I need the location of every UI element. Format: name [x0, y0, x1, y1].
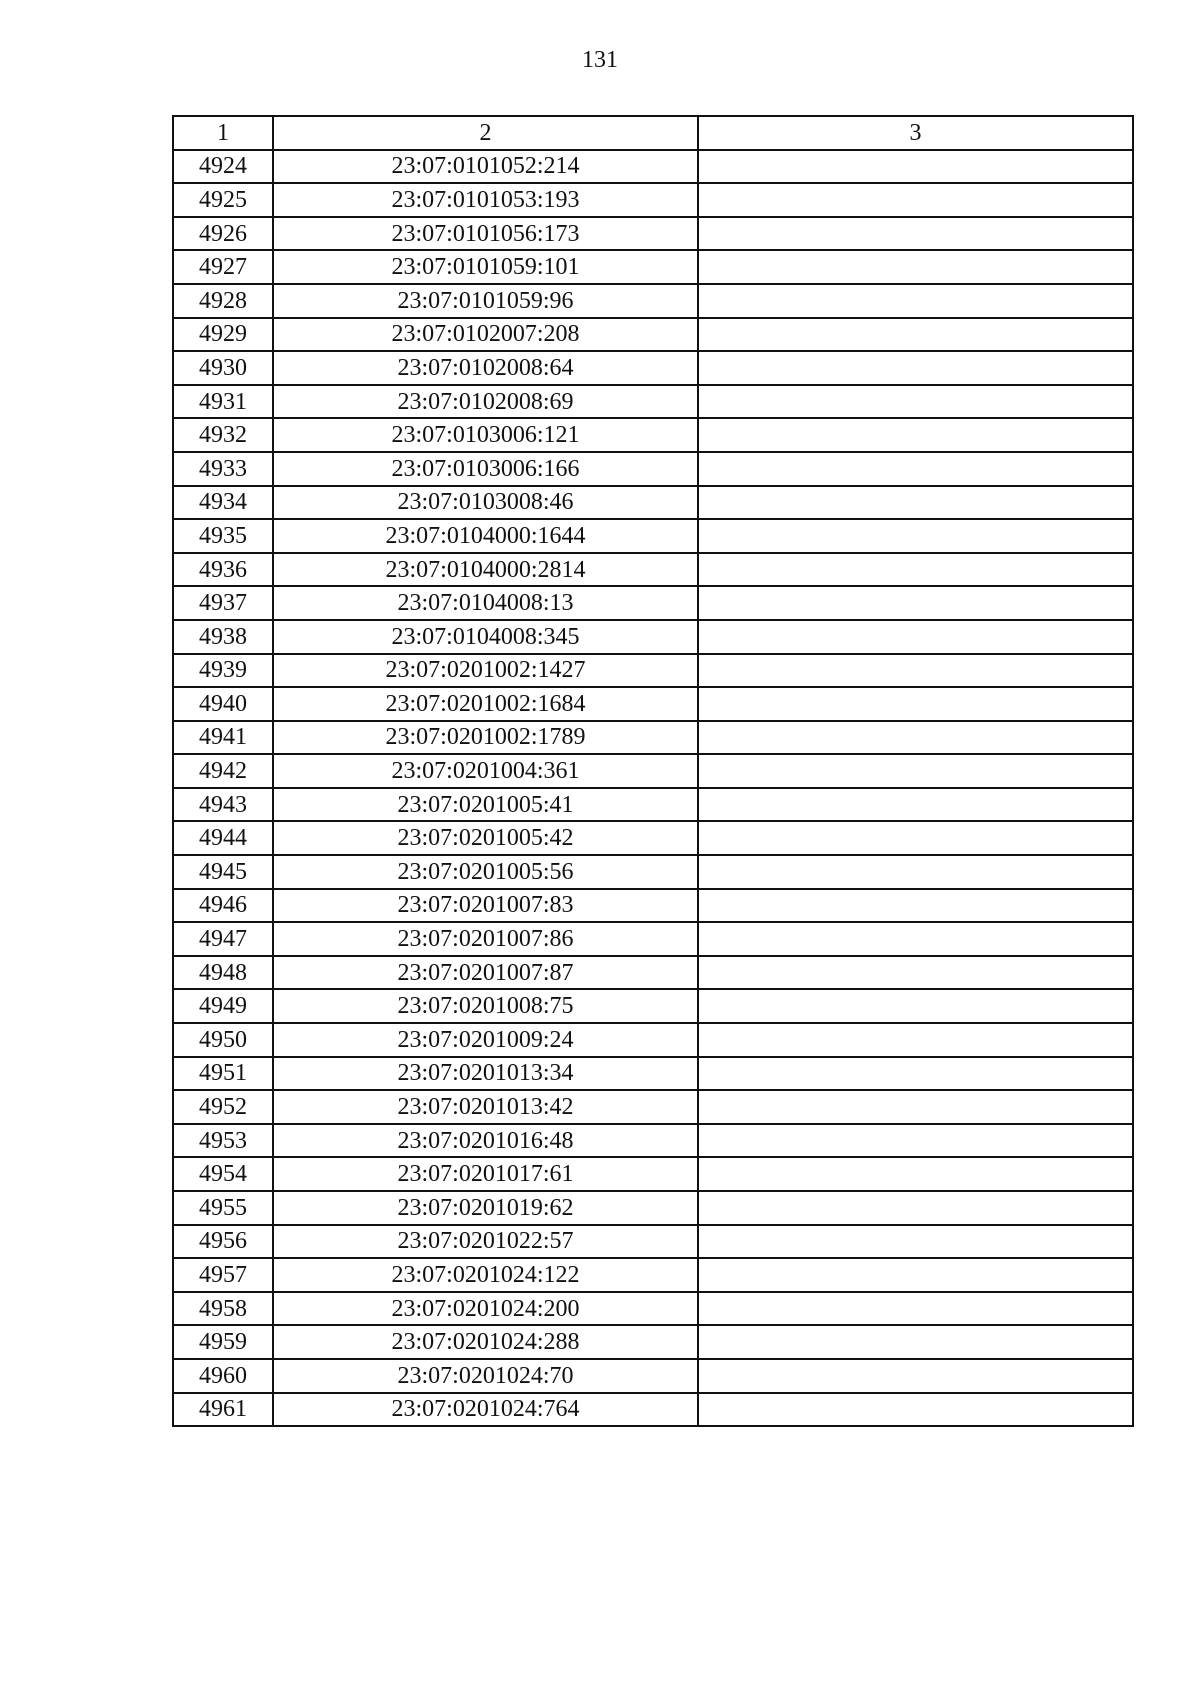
note-cell [698, 989, 1133, 1023]
table-row [173, 1023, 1133, 1057]
table-row [173, 183, 1133, 217]
table-row [173, 351, 1133, 385]
table-row [173, 721, 1133, 755]
cadastral-number-cell: 23:07:0201002:1427 [273, 654, 698, 688]
cadastral-number-cell: 23:07:0201017:61 [273, 1157, 698, 1191]
row-number-cell: 4936 [173, 553, 273, 587]
table-row [173, 418, 1133, 452]
cadastral-number-cell: 23:07:0201009:24 [273, 1023, 698, 1057]
cadastral-number-cell: 23:07:0104008:345 [273, 620, 698, 654]
cadastral-number-cell: 23:07:0201024:288 [273, 1325, 698, 1359]
row-number-cell: 4940 [173, 687, 273, 721]
row-number-cell: 4926 [173, 217, 273, 251]
table-row [173, 519, 1133, 553]
note-cell [698, 486, 1133, 520]
note-cell [698, 452, 1133, 486]
row-number-cell: 4938 [173, 620, 273, 654]
cadastral-number-cell: 23:07:0201008:75 [273, 989, 698, 1023]
note-cell [698, 418, 1133, 452]
table-row [173, 956, 1133, 990]
table-row [173, 687, 1133, 721]
note-cell [698, 1023, 1133, 1057]
note-cell [698, 519, 1133, 553]
row-number-cell: 4932 [173, 418, 273, 452]
table-row [173, 486, 1133, 520]
cadastral-number-cell: 23:07:0201024:70 [273, 1359, 698, 1393]
note-cell [698, 385, 1133, 419]
cadastral-number-cell: 23:07:0201007:87 [273, 956, 698, 990]
note-cell [698, 1191, 1133, 1225]
row-number-cell: 4931 [173, 385, 273, 419]
cadastral-number-cell: 23:07:0101059:101 [273, 250, 698, 284]
row-number-cell: 4955 [173, 1191, 273, 1225]
table-row [173, 1393, 1133, 1427]
table-row [173, 620, 1133, 654]
row-number-cell: 4934 [173, 486, 273, 520]
cadastral-number-cell: 23:07:0101052:214 [273, 150, 698, 184]
note-cell [698, 821, 1133, 855]
cadastral-number-cell: 23:07:0201016:48 [273, 1124, 698, 1158]
note-cell [698, 1359, 1133, 1393]
cadastral-number-cell: 23:07:0104000:1644 [273, 519, 698, 553]
cadastral-number-cell: 23:07:0101059:96 [273, 284, 698, 318]
table-row [173, 989, 1133, 1023]
table-row [173, 1225, 1133, 1259]
row-number-cell: 4949 [173, 989, 273, 1023]
note-cell [698, 1258, 1133, 1292]
cadastral-number-cell: 23:07:0201024:200 [273, 1292, 698, 1326]
cadastral-number-cell: 23:07:0201024:764 [273, 1393, 698, 1427]
header-row [173, 116, 1133, 150]
row-number-cell: 4944 [173, 821, 273, 855]
page-number: 131 [582, 47, 618, 73]
table-row [173, 1292, 1133, 1326]
cadastral-number-cell: 23:07:0101053:193 [273, 183, 698, 217]
note-cell [698, 1057, 1133, 1091]
table-body [173, 150, 1133, 1427]
table-row [173, 855, 1133, 889]
row-number-cell: 4943 [173, 788, 273, 822]
cadastral-number-cell: 23:07:0102008:64 [273, 351, 698, 385]
row-number-cell: 4959 [173, 1325, 273, 1359]
cadastral-number-cell: 23:07:0201007:86 [273, 922, 698, 956]
note-cell [698, 1393, 1133, 1427]
table-row [173, 1090, 1133, 1124]
row-number-cell: 4927 [173, 250, 273, 284]
note-cell [698, 586, 1133, 620]
note-cell [698, 553, 1133, 587]
cadastral-number-cell: 23:07:0101056:173 [273, 217, 698, 251]
cadastral-number-cell: 23:07:0201019:62 [273, 1191, 698, 1225]
header-col-2: 2 [273, 116, 698, 150]
table-row [173, 821, 1133, 855]
row-number-cell: 4930 [173, 351, 273, 385]
table-row [173, 1191, 1133, 1225]
note-cell [698, 1090, 1133, 1124]
table-row [173, 1124, 1133, 1158]
cadastral-number-cell: 23:07:0201004:361 [273, 754, 698, 788]
cadastral-number-cell: 23:07:0104000:2814 [273, 553, 698, 587]
note-cell [698, 922, 1133, 956]
row-number-cell: 4953 [173, 1124, 273, 1158]
note-cell [698, 788, 1133, 822]
header-col-3: 3 [698, 116, 1133, 150]
header-col-1: 1 [173, 116, 273, 150]
cadastral-number-cell: 23:07:0103006:121 [273, 418, 698, 452]
table-row [173, 385, 1133, 419]
row-number-cell: 4924 [173, 150, 273, 184]
note-cell [698, 687, 1133, 721]
note-cell [698, 855, 1133, 889]
table-row [173, 150, 1133, 184]
cadastral-number-cell: 23:07:0103006:166 [273, 452, 698, 486]
table-row [173, 788, 1133, 822]
cadastral-number-cell: 23:07:0103008:46 [273, 486, 698, 520]
row-number-cell: 4933 [173, 452, 273, 486]
row-number-cell: 4960 [173, 1359, 273, 1393]
note-cell [698, 721, 1133, 755]
cadastral-number-cell: 23:07:0201002:1789 [273, 721, 698, 755]
row-number-cell: 4951 [173, 1057, 273, 1091]
row-number-cell: 4942 [173, 754, 273, 788]
row-number-cell: 4925 [173, 183, 273, 217]
cadastral-table [172, 115, 1134, 1427]
table-row [173, 217, 1133, 251]
row-number-cell: 4937 [173, 586, 273, 620]
table-row [173, 654, 1133, 688]
table-row [173, 553, 1133, 587]
note-cell [698, 620, 1133, 654]
row-number-cell: 4939 [173, 654, 273, 688]
row-number-cell: 4928 [173, 284, 273, 318]
note-cell [698, 889, 1133, 923]
table-row [173, 889, 1133, 923]
row-number-cell: 4947 [173, 922, 273, 956]
row-number-cell: 4952 [173, 1090, 273, 1124]
cadastral-number-cell: 23:07:0201005:56 [273, 855, 698, 889]
row-number-cell: 4954 [173, 1157, 273, 1191]
row-number-cell: 4961 [173, 1393, 273, 1427]
note-cell [698, 1292, 1133, 1326]
cadastral-number-cell: 23:07:0104008:13 [273, 586, 698, 620]
row-number-cell: 4929 [173, 318, 273, 352]
table-row [173, 922, 1133, 956]
table-row [173, 452, 1133, 486]
note-cell [698, 1225, 1133, 1259]
note-cell [698, 956, 1133, 990]
note-cell [698, 183, 1133, 217]
note-cell [698, 351, 1133, 385]
row-number-cell: 4941 [173, 721, 273, 755]
table-row [173, 1157, 1133, 1191]
note-cell [698, 754, 1133, 788]
note-cell [698, 1157, 1133, 1191]
row-number-cell: 4956 [173, 1225, 273, 1259]
cadastral-number-cell: 23:07:0201007:83 [273, 889, 698, 923]
row-number-cell: 4948 [173, 956, 273, 990]
table-row [173, 284, 1133, 318]
table-row [173, 754, 1133, 788]
row-number-cell: 4958 [173, 1292, 273, 1326]
row-number-cell: 4946 [173, 889, 273, 923]
table-row [173, 318, 1133, 352]
table-row [173, 1359, 1133, 1393]
row-number-cell: 4945 [173, 855, 273, 889]
table-header [173, 116, 1133, 150]
cadastral-number-cell: 23:07:0102007:208 [273, 318, 698, 352]
table-row [173, 250, 1133, 284]
cadastral-number-cell: 23:07:0102008:69 [273, 385, 698, 419]
table-row [173, 1057, 1133, 1091]
note-cell [698, 1325, 1133, 1359]
note-cell [698, 217, 1133, 251]
cadastral-number-cell: 23:07:0201013:42 [273, 1090, 698, 1124]
cadastral-number-cell: 23:07:0201024:122 [273, 1258, 698, 1292]
cadastral-number-cell: 23:07:0201013:34 [273, 1057, 698, 1091]
cadastral-number-cell: 23:07:0201005:41 [273, 788, 698, 822]
note-cell [698, 150, 1133, 184]
table-row [173, 586, 1133, 620]
cadastral-number-cell: 23:07:0201002:1684 [273, 687, 698, 721]
note-cell [698, 1124, 1133, 1158]
cadastral-number-cell: 23:07:0201005:42 [273, 821, 698, 855]
cadastral-number-cell: 23:07:0201022:57 [273, 1225, 698, 1259]
row-number-cell: 4950 [173, 1023, 273, 1057]
row-number-cell: 4935 [173, 519, 273, 553]
table-row [173, 1258, 1133, 1292]
table-row [173, 1325, 1133, 1359]
note-cell [698, 250, 1133, 284]
row-number-cell: 4957 [173, 1258, 273, 1292]
note-cell [698, 318, 1133, 352]
note-cell [698, 284, 1133, 318]
note-cell [698, 654, 1133, 688]
